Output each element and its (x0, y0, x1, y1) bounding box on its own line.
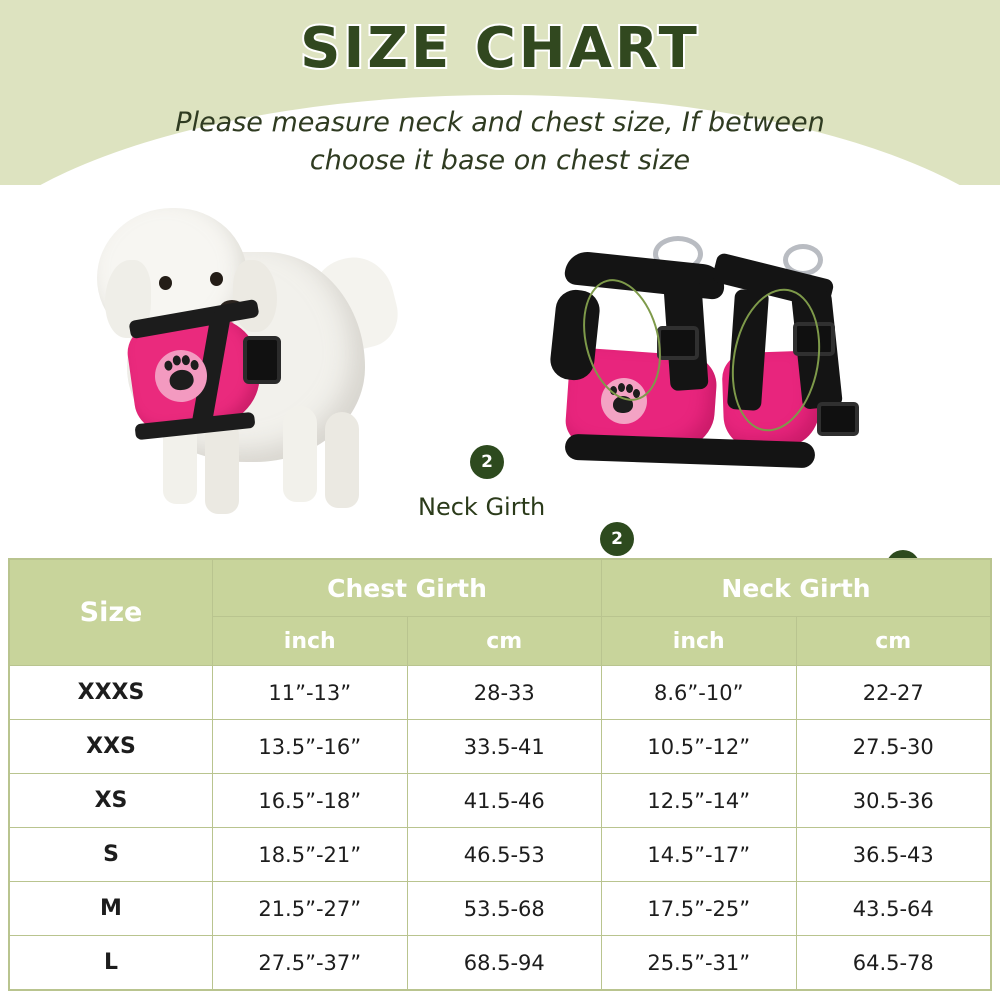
cell-neck-inch: 12.5”-14” (602, 774, 797, 828)
table-row (10, 828, 991, 882)
cell-chest-cm: 53.5-68 (407, 882, 602, 936)
table-row (10, 666, 991, 720)
cell-chest-cm: 28-33 (407, 666, 602, 720)
header-chest-inch: inch (213, 617, 408, 666)
size-table-head (10, 560, 991, 666)
cell-chest-inch: 18.5”-21” (213, 828, 408, 882)
dog-eye-right (210, 272, 223, 286)
page-title: SIZE CHART (300, 16, 700, 81)
cell-neck-inch: 25.5”-31” (602, 936, 797, 990)
paw-toe (181, 355, 190, 366)
cell-chest-inch: 21.5”-27” (213, 882, 408, 936)
neck-girth-label: Neck Girth (418, 493, 546, 521)
table-row (10, 936, 991, 990)
product-buckle (657, 326, 699, 360)
paw-toe (164, 360, 173, 371)
cell-size: XXXS (10, 666, 213, 720)
cell-chest-cm: 46.5-53 (407, 828, 602, 882)
dog-leg (325, 412, 359, 508)
cell-size: XS (10, 774, 213, 828)
cell-size: XXS (10, 720, 213, 774)
cell-chest-inch: 11”-13” (213, 666, 408, 720)
worn-harness-buckle (243, 336, 281, 384)
cell-neck-cm: 30.5-36 (796, 774, 991, 828)
cell-size: L (10, 936, 213, 990)
size-table-container (8, 558, 992, 991)
header-neck-girth: Neck Girth (602, 560, 991, 617)
dog-leg (283, 406, 317, 502)
table-row (10, 774, 991, 828)
paw-pad (168, 368, 195, 391)
subtitle-line-2: choose it base on chest size (309, 145, 691, 176)
cell-neck-cm: 36.5-43 (796, 828, 991, 882)
dog-photo (75, 190, 395, 535)
cell-chest-cm: 41.5-46 (407, 774, 602, 828)
cell-chest-inch: 16.5”-18” (213, 774, 408, 828)
cell-chest-cm: 33.5-41 (407, 720, 602, 774)
cell-size: M (10, 882, 213, 936)
cell-chest-cm: 68.5-94 (407, 936, 602, 990)
size-table (9, 559, 991, 990)
table-row (10, 882, 991, 936)
header-chest-girth: Chest Girth (213, 560, 602, 617)
cell-neck-inch: 14.5”-17” (602, 828, 797, 882)
product-buckle (817, 402, 859, 436)
cell-neck-cm: 27.5-30 (796, 720, 991, 774)
product-harness-photo (545, 230, 845, 500)
cell-neck-cm: 22-27 (796, 666, 991, 720)
illustration-area (0, 185, 1000, 555)
size-table-body (10, 666, 991, 990)
header-neck-cm: cm (796, 617, 991, 666)
header-size: Size (10, 560, 213, 666)
page-subtitle (0, 104, 1000, 180)
paw-toe (190, 359, 199, 370)
table-row (10, 720, 991, 774)
cell-chest-inch: 13.5”-16” (213, 720, 408, 774)
cell-neck-inch: 17.5”-25” (602, 882, 797, 936)
cell-chest-inch: 27.5”-37” (213, 936, 408, 990)
paw-toe (172, 355, 181, 366)
dog-eye-left (159, 276, 172, 290)
neck-girth-badge-on-product: 2 (600, 522, 634, 556)
header-chest-cm: cm (407, 617, 602, 666)
cell-neck-cm: 64.5-78 (796, 936, 991, 990)
neck-girth-badge: 2 (470, 445, 504, 479)
header-neck-inch: inch (602, 617, 797, 666)
cell-neck-inch: 10.5”-12” (602, 720, 797, 774)
table-header-row-groups (10, 560, 991, 617)
cell-neck-cm: 43.5-64 (796, 882, 991, 936)
cell-size: S (10, 828, 213, 882)
subtitle-line-1: Please measure neck and chest size, If between (175, 107, 825, 138)
cell-neck-inch: 8.6”-10” (602, 666, 797, 720)
